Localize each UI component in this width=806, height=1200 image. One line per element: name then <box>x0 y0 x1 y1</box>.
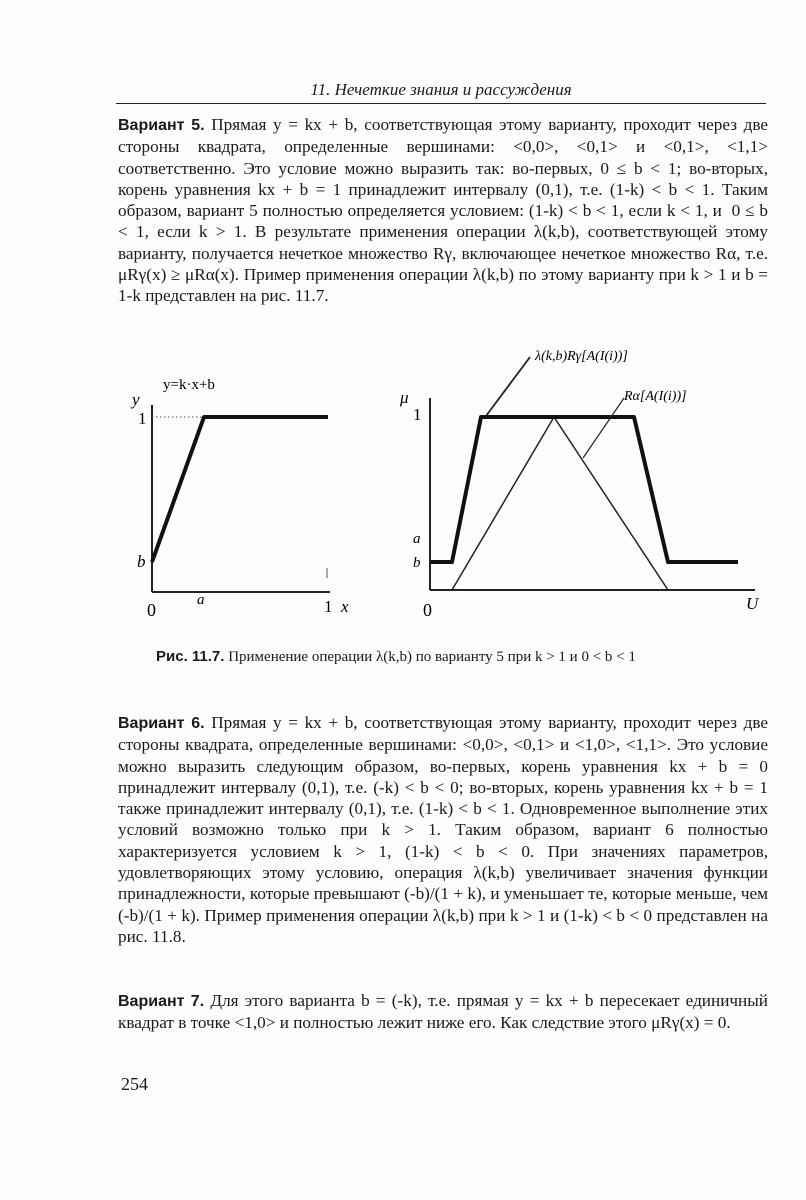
page-number: 254 <box>121 1074 148 1094</box>
equation-label: y=k·x+b <box>163 377 215 393</box>
variant-6-text: Прямая y = kx + b, соответствующая этому варианту, проходит через две стороны квадрата, определенные вершинами: <0,0>, <0,1> и <1,0>, <1,1>. Это условие можно выразить следующим образом, во-первых, корень уравнения kx + b = 0 принадлежит интервалу (0,1), т.е. (-k) < b < 0; во-вторых, корень уравнения kx + b = 1 также принадлежит интервалу (0,1), т.е. (1-k) < b < 1. Одновременное выполнение этих условий возможно только при k > 1. Таким образом, вариант 6 полностью характеризуется условием k > 1, (1-k) < b < 0. При значениях параметров, удовлетворяющих этому условию, операция λ(k,b) увеличивает значения функции принадлежности, которые превышают (-b)/(1 + k), и уменьшает те, которые меньше, чем (-b)/(1 + k). Пример применения операции λ(k,b) при k > 1 и (1-k) < b < 0 представлен на рис. 11.8. <box>118 713 773 946</box>
caption-text: Применение операции λ(k,b) по варианту 5 при k > 1 и 0 < b < 1 <box>224 649 636 665</box>
pointer-gamma <box>486 357 530 416</box>
right-x-axis-label: U <box>746 594 759 613</box>
variant-5-heading: Вариант 5. <box>118 117 205 134</box>
right-y-axis-label: μ <box>400 388 409 407</box>
left-tick-1: 1 <box>138 409 147 428</box>
right-tick-b: b <box>413 555 421 571</box>
left-tick-x1: 1 <box>324 597 333 616</box>
left-tick-a: a <box>197 592 205 608</box>
right-tick-1: 1 <box>413 405 422 424</box>
left-plot <box>130 377 349 620</box>
variant-7-heading: Вариант 7. <box>118 993 205 1010</box>
left-y-axis-label: y <box>132 390 140 409</box>
trapezoid-R-gamma <box>431 417 738 562</box>
variant-7-text: Для этого варианта b = (-k), т.е. прямая y = kx + b пересекает единичный квадрат в точке <1,0> и полностью лежит ниже его. Как следствие этого μRγ(x) = 0. <box>118 991 773 1033</box>
variant-6-heading: Вариант 6. <box>118 715 205 732</box>
label-lambda-R-gamma: λ(k,b)Rγ[A(I(i))] <box>535 349 628 364</box>
paragraph-variant-6 <box>118 712 773 947</box>
right-tick-a: a <box>413 531 421 547</box>
pointer-alpha <box>583 398 624 458</box>
triangle-R-alpha <box>452 417 668 590</box>
label-R-alpha: Rα[A(I(i))] <box>624 389 687 404</box>
right-origin: 0 <box>423 600 432 620</box>
left-x-axis-label: x <box>341 597 349 616</box>
paragraph-variant-7 <box>118 990 773 1034</box>
variant-5-text: Прямая y = kx + b, соответствующая этому варианту, проходит через две стороны квадрата, определенные вершинами: <0,0>, <0,1> и <0,1>, <1,1> соответственно. Это условие можно выразить так: во-первых, 0 ≤ b < 1; во-вторых, корень уравнения kx + b = 1 принадлежит интервалу (0,1), т.е. (1-k) < b < 1. Таким образом, вариант 5 полностью определяется условием: (1-k) < b < 1, если k < 1, и 0 ≤ b < 1, если k > 1. В результате применения операции λ(k,b), соответствующей этому варианту, получается нечеткое множество Rγ, включающее нечеткое множество Rα, т.е. μRγ(x) ≥ μRα(x). Пример применения операции λ(k,b) по этому варианту при k > 1 и b = 1-k представлен на рис. 11.7. <box>118 115 773 306</box>
running-header: 11. Нечеткие знания и рассуждения <box>310 80 572 99</box>
left-origin: 0 <box>147 600 156 620</box>
left-tick-b: b <box>137 552 146 571</box>
right-plot <box>399 349 760 620</box>
figure-caption <box>156 648 776 666</box>
line-y-kx-b <box>152 417 328 562</box>
caption-lead: Рис. 11.7. <box>156 648 225 665</box>
